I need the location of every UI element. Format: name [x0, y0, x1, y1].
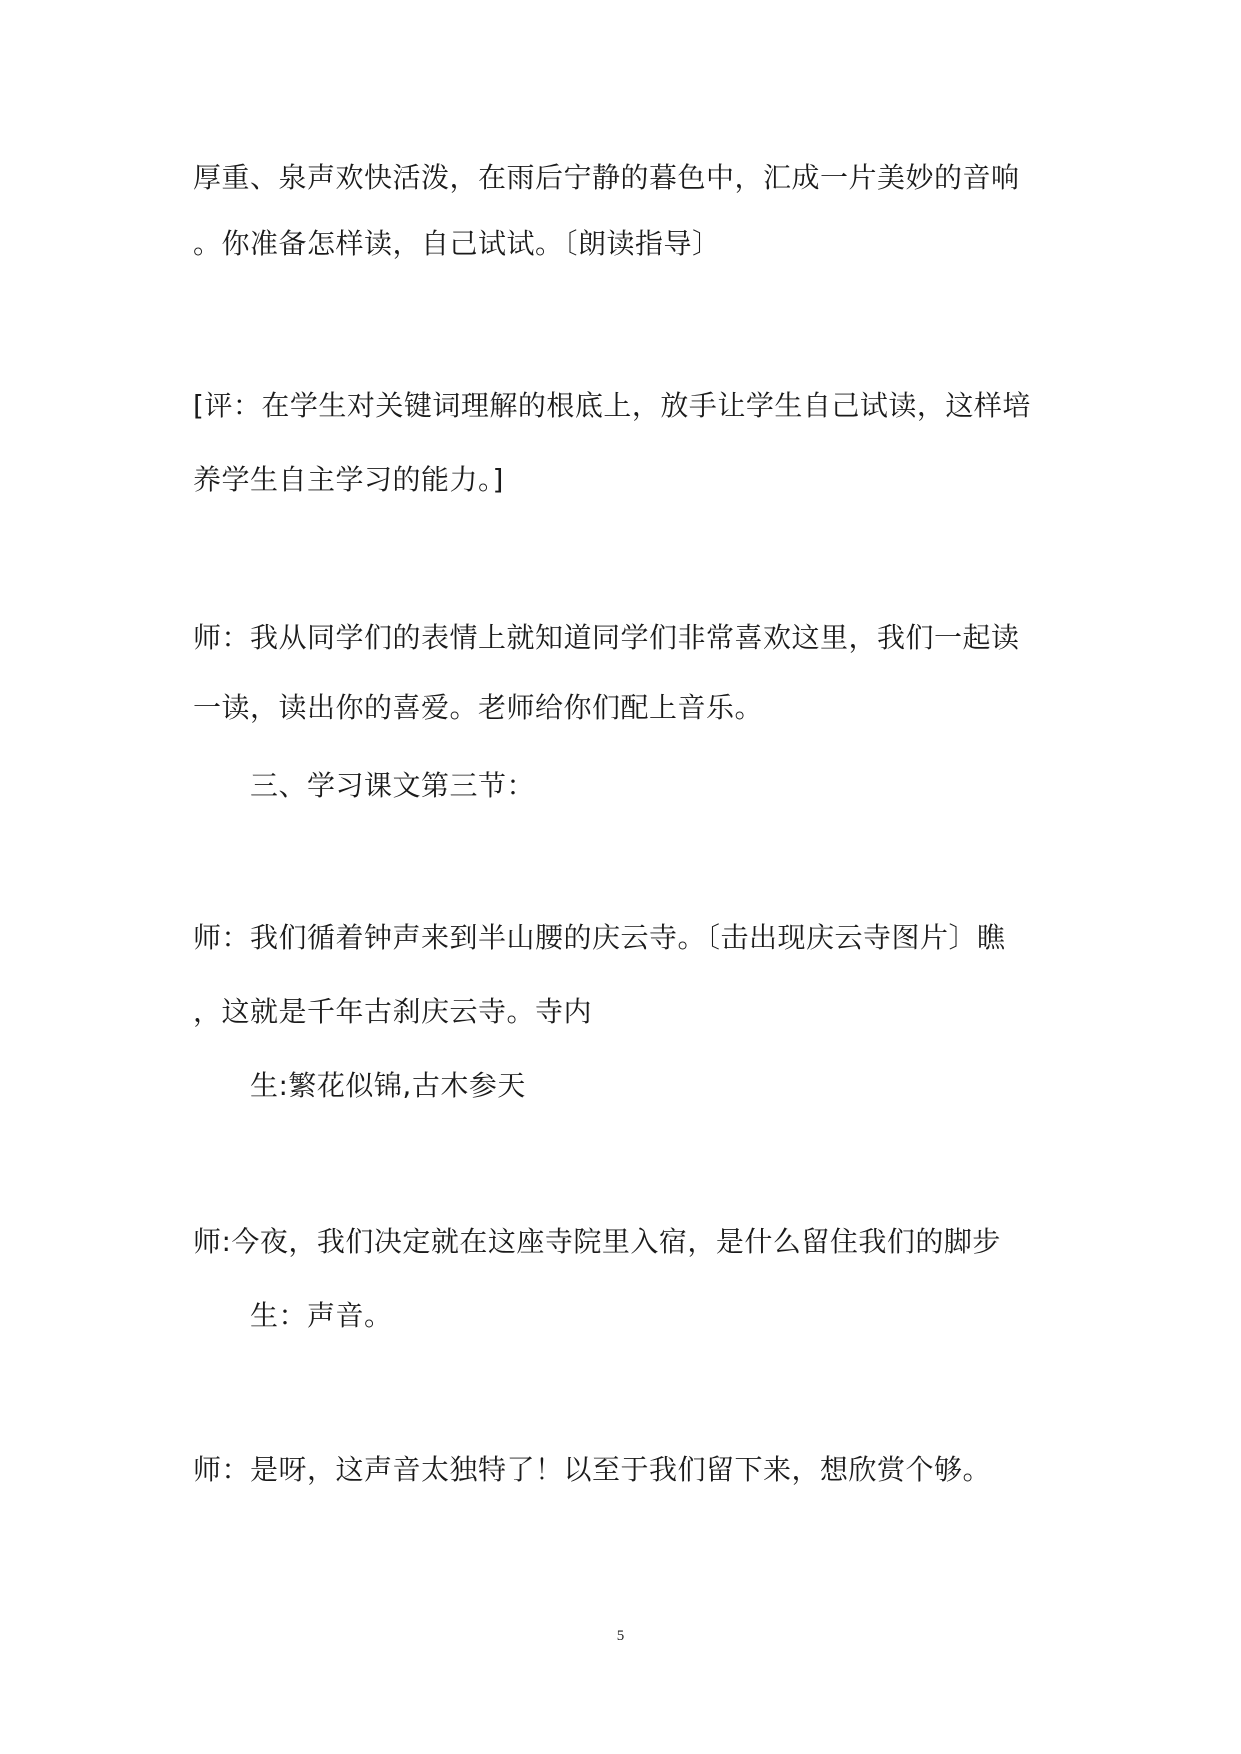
dialogue-line: 师：我们循着钟声来到半山腰的庆云寺。〔击出现庆云寺图片〕瞧 [193, 921, 1006, 954]
dialogue-line: ，这就是千年古刹庆云寺。寺内 [193, 995, 593, 1028]
dialogue-line: 师:今夜，我们决定就在这座寺院里入宿，是什么留住我们的脚步 [193, 1225, 1001, 1258]
dialogue-line: 一读，读出你的喜爱。老师给你们配上音乐。 [193, 691, 764, 724]
section-heading: 三、学习课文第三节： [250, 769, 536, 802]
student-line: 生：声音。 [250, 1299, 393, 1332]
page-number: 5 [616, 1628, 625, 1644]
dialogue-line: 师：是呀，这声音太独特了！以至于我们留下来，想欣赏个够。 [193, 1453, 992, 1486]
student-line: 生:繁花似锦,古木参天 [250, 1069, 526, 1102]
dialogue-line: 师：我从同学们的表情上就知道同学们非常喜欢这里，我们一起读 [193, 621, 1020, 654]
comment-line: [评：在学生对关键词理解的根底上，放手让学生自己试读，这样培 [193, 389, 1031, 422]
paragraph-line: 厚重、泉声欢快活泼，在雨后宁静的暮色中，汇成一片美妙的音响 [193, 161, 1020, 194]
paragraph-line: 。你准备怎样读，自己试试。〔朗读指导〕 [193, 227, 721, 260]
comment-line: 养学生自主学习的能力。] [193, 463, 504, 496]
